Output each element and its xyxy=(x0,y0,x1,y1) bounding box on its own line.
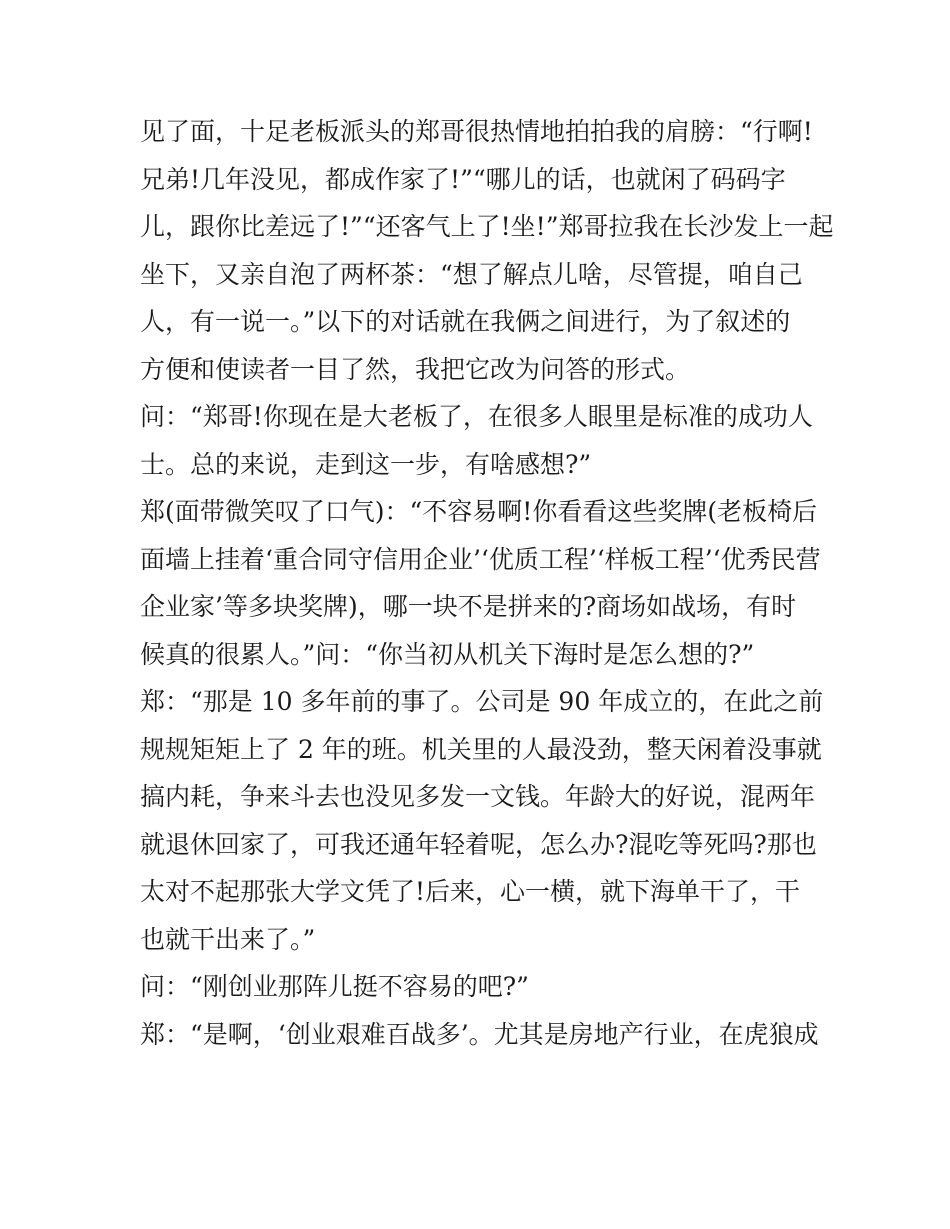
text-line: 问：“郑哥!你现在是大老板了，在很多人眼里是标准的成功人 xyxy=(140,402,813,431)
text-line: 问：“刚创业那阵儿挺不容易的吧?” xyxy=(140,972,529,1001)
text-line: 人，有一说一。”以下的对话就在我俩之间进行，为了叙述的 xyxy=(140,307,791,336)
body-text xyxy=(140,108,834,1058)
text-line: 方便和使读者一目了然，我把它改为问答的形式。 xyxy=(140,354,691,384)
text-line: 太对不起那张大学文凭了!后来，心一横，就下海单干了，干 xyxy=(140,877,801,906)
text-line: 儿，跟你比差远了!”“还客气上了!坐!”郑哥拉我在长沙发上一起 xyxy=(140,212,834,241)
text-line: 企业家’等多块奖牌)，哪一块不是拼来的?商场如战场，有时 xyxy=(140,592,797,621)
text-line: 搞内耗，争来斗去也没见多发一文钱。年龄大的好说，混两年 xyxy=(140,782,816,811)
text-line: 也就干出来了。” xyxy=(140,924,316,954)
text-line: 郑：“是啊，‘创业艰难百战多’。尤其是房地产行业，在虎狼成 xyxy=(140,1019,819,1049)
text-line: 面墙上挂着‘重合同守信用企业’‘优质工程’‘样板工程’‘优秀民营 xyxy=(140,544,821,574)
text-line: 规规矩矩上了 2 年的班。机关里的人最没劲，整天闲着没事就 xyxy=(140,734,822,764)
text-line: 郑(面带微笑叹了口气)：“不容易啊!你看看这些奖牌(老板椅后 xyxy=(140,497,818,526)
text-line: 郑：“那是 10 多年前的事了。公司是 90 年成立的，在此之前 xyxy=(140,687,824,716)
text-line: 见了面，十足老板派头的郑哥很热情地拍拍我的肩膀：“行啊! xyxy=(140,117,813,146)
text-line: 坐下，又亲自泡了两杯茶：“想了解点儿啥，尽管提，咱自己 xyxy=(140,259,803,289)
text-line: 候真的很累人。”问：“你当初从机关下海时是怎么想的?” xyxy=(140,639,755,669)
text-line: 士。总的来说，走到这一步，有啥感想?” xyxy=(140,449,592,479)
text-line: 兄弟!几年没见，都成作家了!”“哪儿的话，也就闲了码码字 xyxy=(140,164,786,194)
text-line: 就退休回家了，可我还通年轻着呢，怎么办?混吃等死吗?那也 xyxy=(140,829,817,859)
